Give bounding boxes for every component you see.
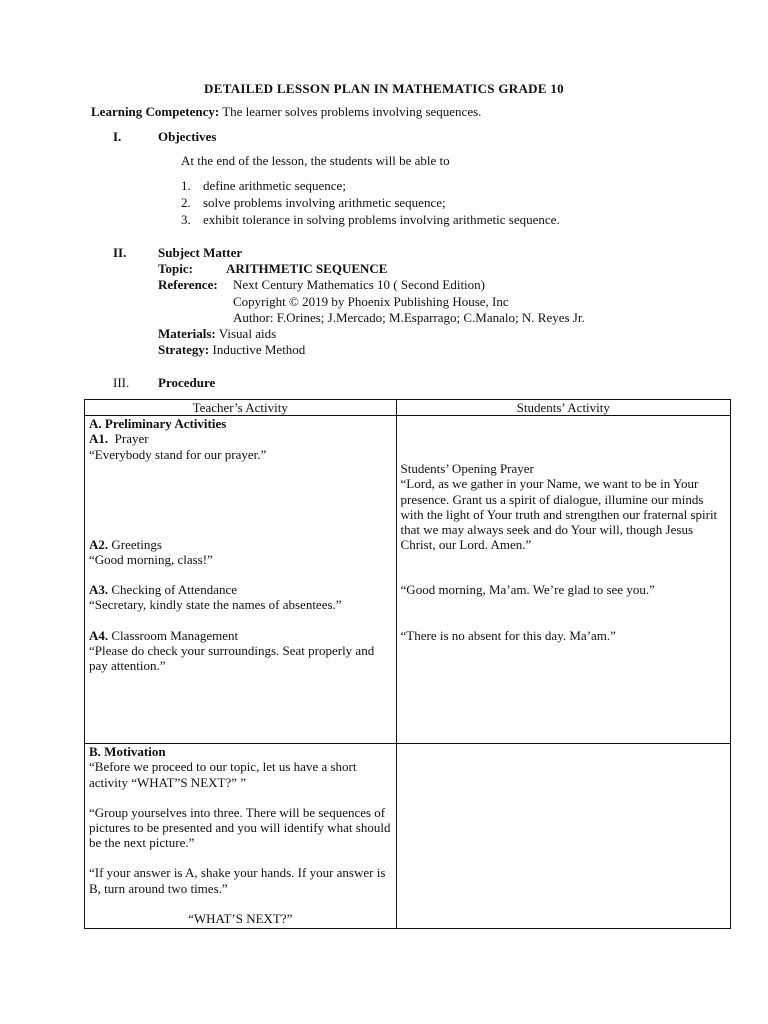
students-column-header: Students’ Activity xyxy=(396,400,730,416)
competency-label: Learning Competency: xyxy=(91,104,220,119)
procedure-numeral: III. xyxy=(113,375,130,390)
strategy-value: Inductive Method xyxy=(212,342,306,357)
students-motivation-cell xyxy=(396,744,730,929)
students-greeting: “Good morning, Ma’am. We’re glad to see you.” xyxy=(400,582,655,598)
procedure-heading: Procedure xyxy=(158,375,216,390)
objectives-heading: Objectives xyxy=(158,129,217,144)
students-prayer-title: Students’ Opening Prayer xyxy=(400,461,534,477)
a1-text: “Everybody stand for our prayer.” xyxy=(89,446,267,462)
document-title: DETAILED LESSON PLAN IN MATHEMATICS GRADE 10 xyxy=(204,81,564,96)
procedure-table xyxy=(84,399,731,929)
teacher-motivation-cell xyxy=(85,744,397,929)
objective-item: 2. solve problems involving arithmetic sequence; xyxy=(181,195,446,210)
motivation-heading: B. Motivation xyxy=(89,744,166,760)
whats-next-label: “WHAT’S NEXT?” xyxy=(188,910,293,926)
students-preliminary-cell xyxy=(396,416,730,744)
reference-line: Author: F.Orines; J.Mercado; M.Esparrago; C.Manalo; N. Reyes Jr. xyxy=(233,310,585,325)
a1-title: A1. Prayer xyxy=(89,431,149,447)
subject-numeral: II. xyxy=(113,245,127,260)
teacher-column-header: Teacher’s Activity xyxy=(85,400,397,416)
a4-title: A4. Classroom Management xyxy=(89,627,239,643)
reference-line: Next Century Mathematics 10 ( Second Edition) xyxy=(233,277,486,292)
competency-text: The learner solves problems involving sequences. xyxy=(222,104,482,119)
subject-heading: Subject Matter xyxy=(158,245,243,260)
learning-competency xyxy=(91,104,481,119)
reference-line: Copyright © 2019 by Phoenix Publishing House, Inc xyxy=(233,294,509,309)
motivation-paragraph: “Group yourselves into three. There will be sequences of pictures to be presented and you will identify what should be the next picture.” xyxy=(89,804,391,851)
objective-item: 3. exhibit tolerance in solving problems involving arithmetic sequence. xyxy=(181,212,560,227)
a4-text: “Please do check your surroundings. Seat properly and pay attention.” xyxy=(89,642,375,674)
table-row xyxy=(85,416,731,744)
topic-label: Topic: xyxy=(158,261,193,276)
strategy-label: Strategy: xyxy=(158,342,210,357)
motivation-paragraph: “Before we proceed to our topic, let us have a short activity “WHAT”S NEXT?” ” xyxy=(89,759,357,790)
a3-title: A3. Checking of Attendance xyxy=(89,582,238,598)
materials-row xyxy=(158,326,276,341)
objectives-intro: At the end of the lesson, the students will be able to xyxy=(181,153,450,168)
materials-label: Materials: xyxy=(158,326,216,341)
objectives-numeral: I. xyxy=(113,129,122,144)
strategy-row xyxy=(158,342,305,357)
a2-title: A2. Greetings xyxy=(89,536,162,552)
preliminary-heading: A. Preliminary Activities xyxy=(89,416,227,432)
motivation-paragraph: “If your answer is A, shake your hands. If your answer is B, turn around two times.” xyxy=(89,865,386,896)
a3-text: “Secretary, kindly state the names of absentees.” xyxy=(89,597,342,613)
a2-text: “Good morning, class!” xyxy=(89,552,213,568)
materials-value: Visual aids xyxy=(218,326,277,341)
reference-label: Reference: xyxy=(158,277,218,292)
table-header-row xyxy=(85,400,731,416)
teacher-preliminary-cell xyxy=(85,416,397,744)
objective-item: 1. define arithmetic sequence; xyxy=(181,178,346,193)
students-prayer-text: “Lord, as we gather in your Name, we want to be in Your presence. Grant us a spirit of dialogue, illumine our minds with the light of Your truth and strengthen our fraternal spirit that we may always seek and do Your will, though Jesus Christ, our Lord. Amen.” xyxy=(400,476,718,553)
table-row xyxy=(85,744,731,929)
topic-value: ARITHMETIC SEQUENCE xyxy=(226,261,388,276)
students-attendance: “There is no absent for this day. Ma’am.” xyxy=(400,627,616,643)
